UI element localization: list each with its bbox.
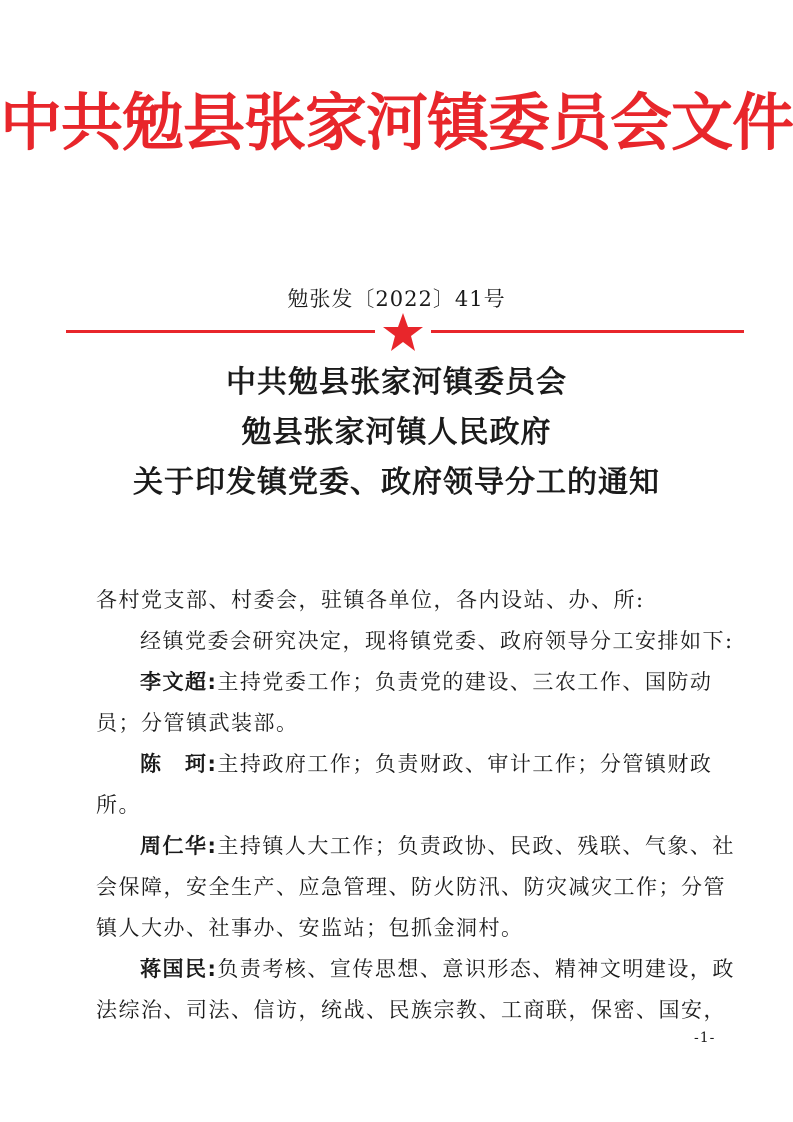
- red-star-icon: [382, 312, 424, 352]
- leader-duties: 负责考核、宣传思想、意识形态、精神文明建设，政法综治、司法、信访，统战、民族宗教、工商联，保密、国安，: [96, 957, 735, 1022]
- title-line-3: 关于印发镇党委、政府领导分工的通知: [133, 465, 660, 500]
- red-rule-right: [431, 330, 744, 333]
- leader-duties: 主持政府工作；负责财政、审计工作；分管镇财政所。: [96, 752, 713, 817]
- leader-duties: 主持党委工作；负责党的建设、三农工作、国防动员；分管镇武装部。: [96, 670, 713, 735]
- leader-name: 蒋国民:: [140, 957, 218, 981]
- page-number: -1-: [694, 1030, 716, 1046]
- title-line-2: 勉县张家河镇人民政府: [241, 415, 552, 450]
- document-number: 勉张发〔2022〕41号: [287, 287, 506, 311]
- assignment-paragraph: [96, 662, 736, 744]
- leader-name: 李文超:: [140, 670, 218, 694]
- assignment-paragraph: [96, 949, 736, 1031]
- red-rule-left: [66, 330, 375, 333]
- assignment-paragraph: [96, 744, 736, 826]
- red-header-masthead: 中共勉县张家河镇委员会文件: [0, 86, 793, 159]
- assignment-paragraph: [96, 826, 736, 949]
- notice-body: [96, 580, 736, 1031]
- leader-name: 陈 珂:: [140, 752, 218, 776]
- leader-duties: 主持镇人大工作；负责政协、民政、残联、气象、社会保障，安全生产、应急管理、防火防汛、防灾减灾工作；分管镇人大办、社事办、安监站；包抓金洞村。: [96, 834, 735, 940]
- leader-name: 周仁华:: [140, 834, 218, 858]
- title-line-1: 中共勉县张家河镇委员会: [226, 365, 567, 400]
- intro-paragraph: 经镇党委会研究决定，现将镇党委、政府领导分工安排如下:: [140, 629, 734, 653]
- salutation: 各村党支部、村委会，驻镇各单位，各内设站、办、所:: [96, 588, 645, 612]
